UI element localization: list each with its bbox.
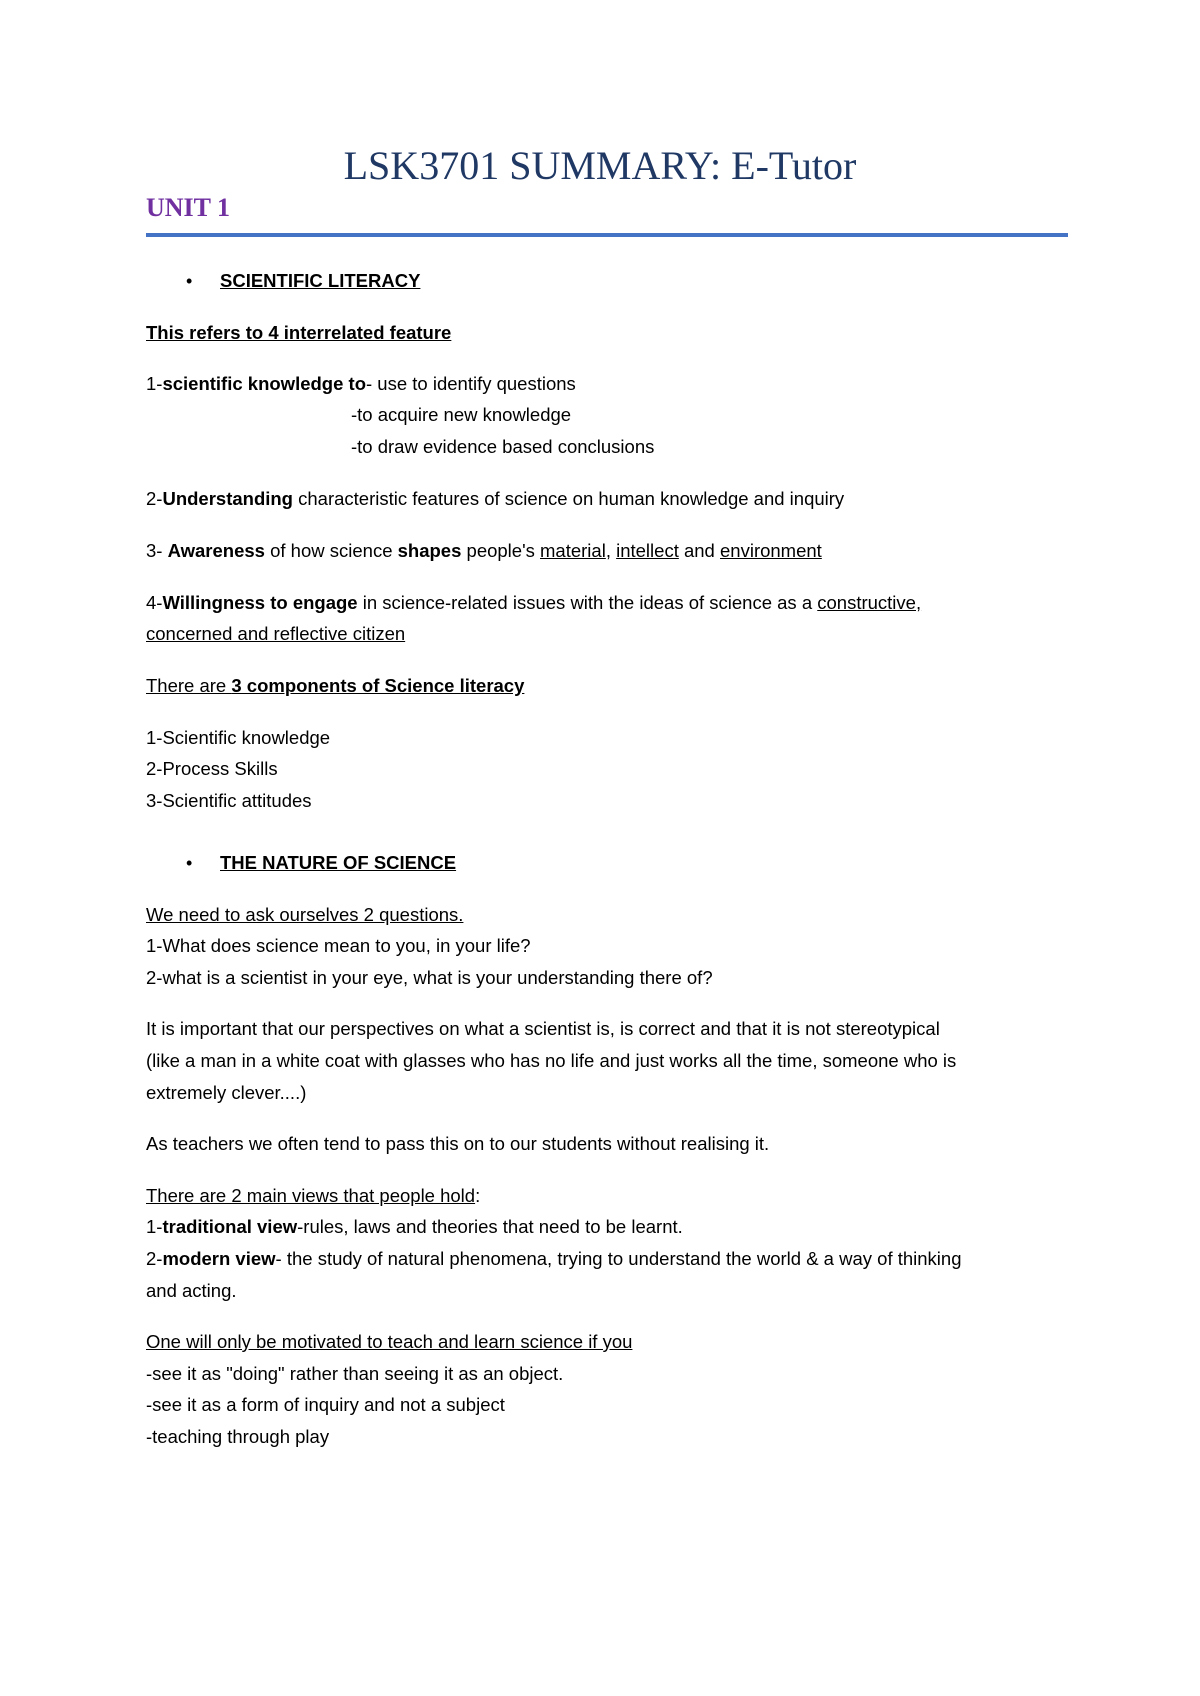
feature-1 [146, 373, 576, 395]
feature-text: and [678, 540, 720, 561]
motivation-1: -see it as "doing" rather than seeing it as an object. [146, 1363, 564, 1384]
view-keyword: traditional view [162, 1216, 298, 1237]
feature-number: 3- [146, 540, 168, 561]
unit-heading: UNIT 1 [146, 193, 231, 222]
bullet-icon: • [186, 853, 193, 873]
paragraph-stereotype-line-1: It is important that our perspectives on what a scientist is, is correct and that it is not stereotypical [146, 1018, 940, 1039]
component-3: 3-Scientific attitudes [146, 790, 312, 811]
feature-keyword: scientific knowledge to [162, 373, 366, 394]
feature-text: people's [461, 540, 541, 561]
feature-keyword: shapes [397, 540, 462, 561]
document-title: LSK3701 SUMMARY: E-Tutor [343, 143, 857, 188]
component-2: 2-Process Skills [146, 758, 278, 779]
view-2-continued: and acting. [146, 1280, 237, 1301]
view-keyword: modern view [162, 1248, 276, 1269]
paragraph-teachers: As teachers we often tend to pass this on to our students without realising it. [146, 1133, 770, 1154]
view-2 [146, 1248, 961, 1270]
motivation-2: -see it as a form of inquiry and not a subject [146, 1394, 505, 1415]
features-intro: This refers to 4 interrelated feature [146, 322, 452, 343]
feature-text: in science-related issues with the ideas of science as a [357, 592, 818, 613]
feature-2 [146, 488, 844, 510]
paragraph-stereotype-line-2: (like a man in a white coat with glasses who has no life and just works all the time, someone who is [146, 1050, 957, 1071]
components-intro-bold: 3 components of Science literacy [231, 675, 525, 696]
section-heading-text: THE NATURE OF SCIENCE [220, 852, 457, 873]
views-intro-colon: : [475, 1185, 481, 1206]
bullet-icon: • [186, 271, 193, 291]
feature-underlined: constructive, [817, 592, 922, 613]
questions-intro: We need to ask ourselves 2 questions. [146, 904, 464, 925]
view-1 [146, 1216, 683, 1238]
feature-text: of how science [264, 540, 398, 561]
components-intro-text: There are [146, 675, 232, 696]
motivation-intro: One will only be motivated to teach and learn science if you [146, 1331, 633, 1352]
feature-1-sub-2: -to draw evidence based conclusions [351, 436, 655, 457]
paragraph-stereotype-line-3: extremely clever....) [146, 1082, 307, 1103]
feature-keyword: Willingness to engage [162, 592, 358, 613]
component-1: 1-Scientific knowledge [146, 727, 331, 748]
components-intro [146, 675, 524, 697]
views-intro [146, 1185, 480, 1207]
feature-number: 4- [146, 592, 163, 613]
feature-keyword: Awareness [167, 540, 265, 561]
view-text: -rules, laws and theories that need to be learnt. [297, 1216, 683, 1237]
section-heading-scientific-literacy [186, 270, 420, 292]
feature-text: characteristic features of science on human knowledge and inquiry [292, 488, 845, 509]
feature-number: 1- [146, 373, 163, 394]
heading-rule [146, 233, 1068, 237]
question-2: 2-what is a scientist in your eye, what is your understanding there of? [146, 967, 713, 988]
view-number: 2- [146, 1248, 163, 1269]
feature-4 [146, 592, 921, 614]
feature-3 [146, 540, 822, 562]
feature-keyword: Understanding [162, 488, 293, 509]
section-heading-nature-of-science [186, 852, 456, 874]
view-number: 1- [146, 1216, 163, 1237]
feature-underlined: environment [720, 540, 822, 561]
feature-1-sub-1: -to acquire new knowledge [351, 404, 572, 425]
feature-4-continued: concerned and reflective citizen [146, 623, 406, 644]
motivation-3: -teaching through play [146, 1426, 330, 1447]
feature-text: , [605, 540, 617, 561]
feature-number: 2- [146, 488, 163, 509]
question-1: 1-What does science mean to you, in your life? [146, 935, 531, 956]
section-heading-text: SCIENTIFIC LITERACY [220, 270, 421, 291]
feature-underlined: material [540, 540, 606, 561]
feature-text: - use to identify questions [366, 373, 576, 394]
view-text: - the study of natural phenomena, trying to understand the world & a way of thinking [275, 1248, 962, 1269]
views-intro-text: There are 2 main views that people hold [146, 1185, 476, 1206]
feature-underlined: intellect [616, 540, 679, 561]
